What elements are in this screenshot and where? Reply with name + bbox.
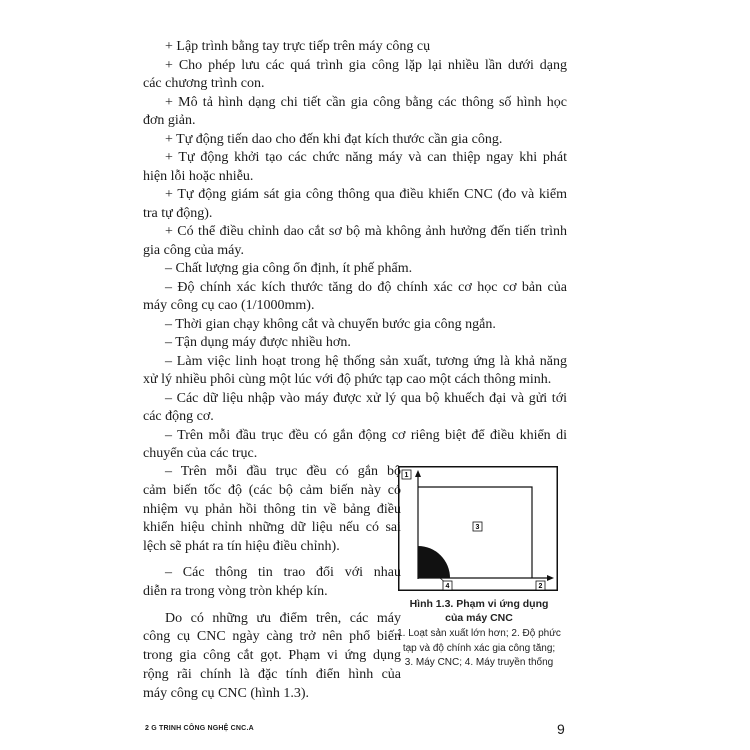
text-line: xử lý nhiều phôi cùng một lúc với độ phức tạp cao một cách thông minh.	[143, 372, 552, 387]
text-line: – Độ chính xác kích thước tăng do độ chính xác cơ học cơ bản của	[165, 279, 567, 295]
text-line: – Làm việc linh hoạt trong hệ thống sản xuất, tương ứng là khả năng	[165, 353, 567, 369]
text-line: các động cơ.	[143, 409, 214, 424]
y-axis-arrow-icon	[415, 470, 421, 477]
text-line: – Tận dụng máy được nhiều hơn.	[165, 335, 351, 350]
text-line: công cụ CNC ngày càng trở nên phổ biến	[143, 629, 401, 645]
paragraph	[143, 57, 567, 94]
text-line: + Có thể điều chỉnh dao cắt sơ bộ mà không ảnh hưởng đến tiến trình	[165, 224, 567, 239]
caption-legend-line: 3. Máy CNC; 4. Máy truyền thống	[404, 657, 554, 668]
text-line: + Tự động khởi tạo các chức năng máy và can thiệp ngay khi phát	[165, 150, 567, 165]
paragraph	[143, 223, 567, 260]
paragraph	[143, 279, 567, 316]
paragraph	[143, 463, 401, 557]
caption-legend-line: 1. Loạt sản xuất lớn hơn; 2. Độ phức	[397, 628, 561, 639]
running-footer: 2 G TRINH CÔNG NGHỆ CNC.A	[145, 725, 254, 732]
paragraph	[143, 427, 567, 464]
paragraph	[143, 390, 567, 427]
paragraph	[143, 610, 401, 704]
text-line: đơn giản.	[143, 113, 196, 128]
text-line: tra tự động).	[143, 205, 213, 221]
figure-caption	[393, 597, 565, 671]
text-line: rộng rãi chính là đặc tính điển hình của	[143, 666, 401, 682]
text-line: – Trên mỗi đầu trục đều có gắn bộ	[165, 464, 401, 479]
text-line: diễn ra trong vòng tròn khép kín.	[143, 584, 328, 600]
body-text-top	[143, 38, 567, 464]
text-line: các chương trình con.	[143, 76, 265, 91]
text-line: + Mô tả hình dạng chi tiết cần gia công bằng các thông số hình học	[165, 94, 567, 110]
figure-1-3-diagram	[398, 466, 558, 591]
page-number: 9	[557, 721, 565, 737]
caption-title-line: của máy CNC	[445, 612, 513, 624]
paragraph	[143, 186, 567, 223]
paragraph	[143, 316, 567, 335]
text-line: gia công của máy.	[143, 242, 244, 258]
text-line: – Các thông tin trao đổi với nhau	[165, 565, 401, 581]
text-line: – Thời gian chạy không cắt và chuyển bước gia công ngắn.	[165, 316, 496, 332]
label-1: 1	[404, 472, 409, 479]
paragraph	[143, 260, 567, 279]
text-line: nhiệm vụ phản hồi thông tin về bảng điều	[143, 501, 401, 517]
paragraph	[143, 564, 401, 602]
paragraph	[143, 149, 567, 186]
text-line: – Các dữ liệu nhập vào máy được xử lý qua bộ khuếch đại và gửi tới	[165, 390, 567, 406]
paragraph	[143, 334, 567, 353]
text-line: khiển hiệu chỉnh những dữ liệu nếu có sai	[143, 520, 401, 536]
traditional-range-quarter-circle	[418, 546, 450, 578]
paragraph	[143, 38, 567, 57]
text-line: máy công cụ cao (1/1000mm).	[143, 298, 315, 313]
body-text-left	[143, 463, 401, 711]
text-line: trong gia công cắt gọt. Phạm vi ứng dụng	[143, 648, 401, 664]
caption-title	[393, 597, 565, 625]
text-line: hiện lỗi hoặc nhiễu.	[143, 168, 254, 184]
text-line: – Chất lượng gia công ổn định, ít phế phẩm.	[165, 261, 413, 276]
paragraph	[143, 353, 567, 390]
text-line: cảm biến tốc độ (các bộ cảm biến này có	[143, 482, 401, 498]
label-4: 4	[445, 583, 450, 590]
label-2: 2	[538, 583, 543, 590]
x-axis-arrow-icon	[547, 575, 554, 581]
text-line: + Lập trình bằng tay trực tiếp trên máy công cụ	[165, 39, 431, 54]
text-line: Do có những ưu điểm trên, các máy	[165, 610, 401, 626]
paragraph	[143, 131, 567, 150]
paragraph	[143, 94, 567, 131]
caption-title-line: Hình 1.3. Phạm vi ứng dụng	[409, 598, 549, 610]
text-line: lệch sẽ phát ra tín hiệu điều chỉnh).	[143, 539, 340, 555]
text-line: + Cho phép lưu các quá trình gia công lặp lại nhiều lần dưới dạng	[165, 57, 567, 73]
caption-legend	[393, 627, 565, 671]
text-line: – Trên mỗi đầu trục đều có gắn động cơ riêng biệt để điều khiển di	[165, 427, 567, 443]
caption-legend-line: tạp và độ chính xác gia công tăng;	[402, 642, 556, 654]
label-3: 3	[475, 524, 480, 531]
text-line: + Tự động giám sát gia công thông qua điều khiển CNC (đo và kiểm	[165, 187, 567, 202]
text-line: chuyển của các trục.	[143, 446, 258, 461]
text-line: máy công cụ CNC (hình 1.3).	[143, 685, 310, 701]
text-line: + Tự động tiến dao cho đến khi đạt kích thước cần gia công.	[165, 131, 503, 147]
